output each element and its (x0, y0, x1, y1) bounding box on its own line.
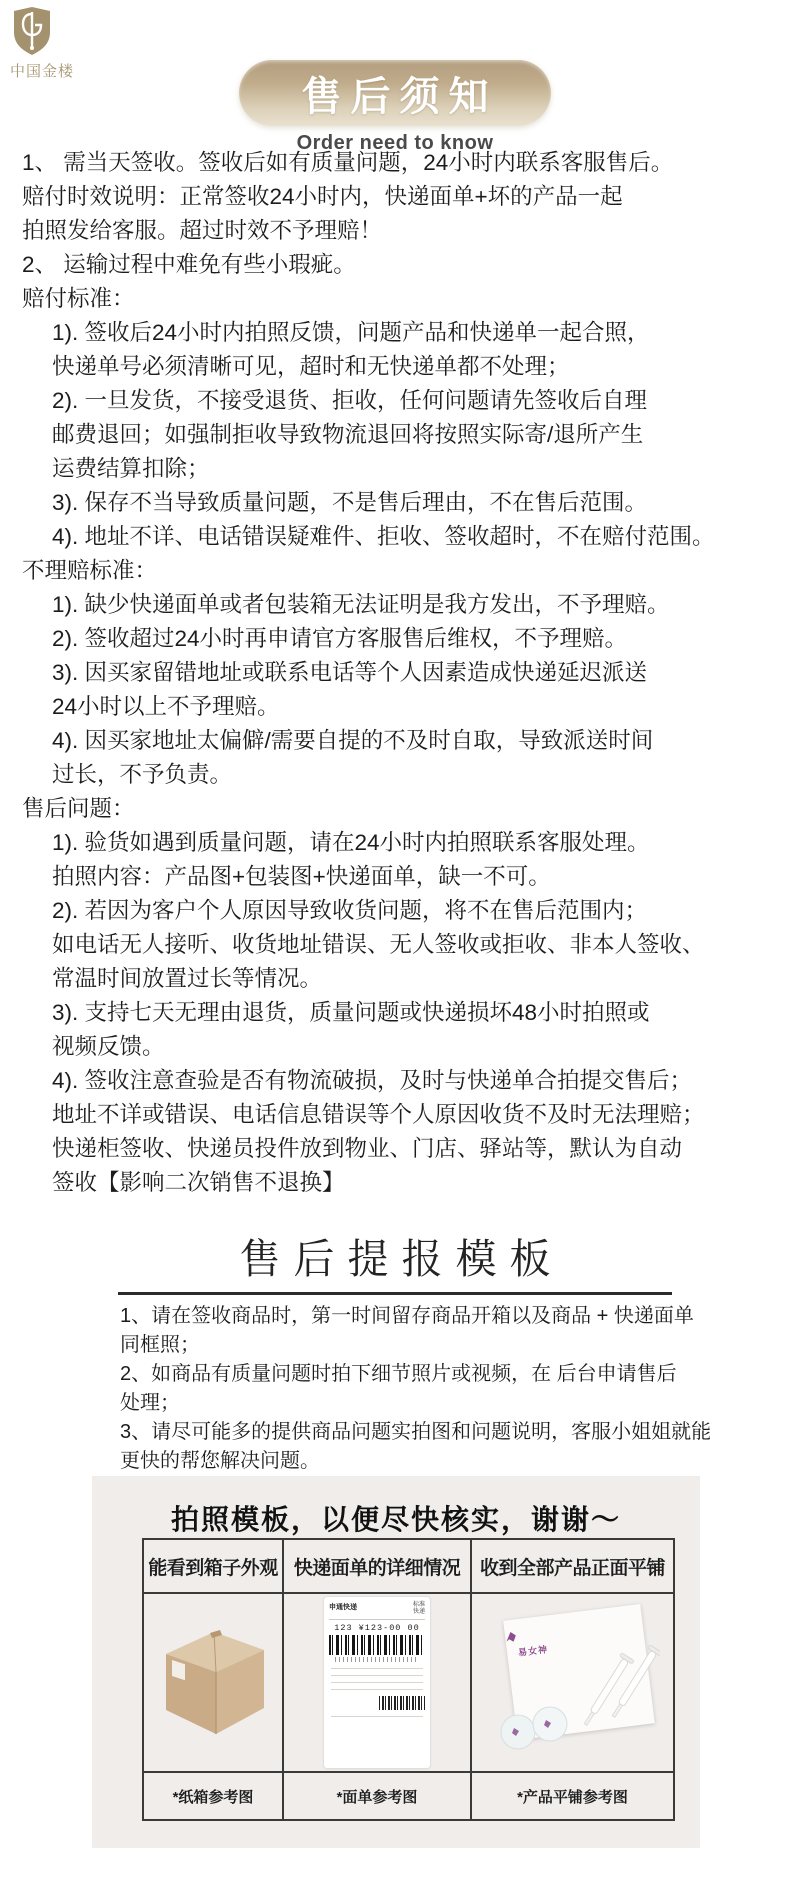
page-title: 售后须知 (301, 74, 498, 119)
notice-line: 不理赔标准： (22, 558, 158, 583)
notice-line: 常温时间放置过长等情况。 (52, 966, 323, 991)
waybill-rule (331, 1675, 423, 1676)
notice-line: 过长，不予负责。 (52, 762, 233, 787)
waybill-rule (331, 1689, 423, 1690)
product-logo-text: 易女神 (517, 1644, 549, 1658)
photo-template-panel (92, 1476, 700, 1848)
express-waybill-photo (283, 1593, 471, 1772)
caption-waybill: *面单参考图 (283, 1772, 471, 1820)
template-line: 处理； (120, 1392, 180, 1414)
notice-line: 如电话无人接听、收货地址错误、无人签收或拒收、非本人签收、 (52, 932, 705, 957)
cardboard-box-illustration (152, 1620, 274, 1740)
shield-monogram-icon (10, 6, 100, 56)
notice-line: 24小时以上不予理赔。 (52, 694, 280, 719)
template-line: 更快的帮您解决问题。 (120, 1450, 320, 1472)
caption-box: *纸箱参考图 (143, 1772, 283, 1820)
notice-line: 快递柜签收、快递员投件放到物业、门店、驿站等，默认为自动 (52, 1136, 683, 1161)
waybill-rule (331, 1668, 423, 1669)
template-line: 2、如商品有质量问题时拍下细节照片或视频，在 后台申请售后 (120, 1363, 677, 1385)
template-line: 同框照； (120, 1334, 200, 1356)
notice-line: 运费结算扣除； (52, 456, 210, 481)
table-header-row (143, 1539, 674, 1593)
notice-line: 地址不详或错误、电话信息错误等个人原因收货不及时无法理赔； (52, 1102, 705, 1127)
waybill-illustration (324, 1597, 430, 1768)
brand-logo (10, 6, 100, 81)
page-subtitle: Order need to know (296, 132, 494, 154)
notice-line: 2). 若因为客户个人原因导致收货问题，将不在售后范围内； (52, 898, 648, 923)
barcode (329, 1635, 425, 1655)
notice-line: 赔付时效说明：正常签收24小时内，快递面单+坏的产品一起 (22, 184, 623, 209)
waybill-service-1: 标准 (412, 1602, 425, 1608)
syringes-and-trays-illustration (484, 1606, 660, 1758)
flatlay-illustration (484, 1606, 660, 1758)
product-flatlay-photo (471, 1593, 674, 1772)
after-sales-notice (0, 146, 790, 1200)
notice-line: 售后问题： (22, 796, 135, 821)
template-section-title: 售后提报模板 (239, 1236, 564, 1282)
notice-line: 4). 因买家地址太偏僻/需要自提的不及时自取，导致派送时间 (52, 728, 654, 753)
waybill-rule (331, 1716, 423, 1717)
notice-line: 3). 支持七天无理由退货，质量问题或快递损坏48小时拍照或 (52, 1000, 650, 1025)
notice-line: 签收【影响二次销售不退换】 (52, 1170, 345, 1195)
waybill-service-2: 快递 (412, 1609, 425, 1615)
photo-reference-table (142, 1538, 675, 1821)
notice-line: 1). 签收后24小时内拍照反馈，问题产品和快递单一起合照， (52, 320, 650, 345)
column-header-product: 收到全部产品正面平铺 (471, 1539, 674, 1593)
notice-line: 2). 一旦发货，不接受退货、拒收，任何问题请先签收后自理 (52, 388, 648, 413)
notice-line: 1). 缺少快递面单或者包装箱无法证明是我方发出，不予理赔。 (52, 592, 670, 617)
template-line: 1、请在签收商品时，第一时间留存商品开箱以及商品 + 快递面单 (120, 1305, 694, 1327)
cardboard-box-photo (143, 1593, 283, 1772)
photo-panel-title: 拍照模板，以便尽快核实，谢谢～ (170, 1504, 621, 1535)
brand-name: 中国金楼 (10, 63, 75, 80)
notice-line: 2). 签收超过24小时再申请官方客服售后维权，不予理赔。 (52, 626, 628, 651)
notice-line: 1、 需当天签收。签收后如有质量问题，24小时内联系客服售后。 (22, 150, 674, 175)
template-line: 3、请尽可能多的提供商品问题实拍图和问题说明，客服小姐姐就能 (120, 1421, 712, 1443)
waybill-rule (331, 1682, 423, 1683)
notice-line: 3). 因买家留错地址或联系电话等个人因素造成快递延迟派送 (52, 660, 648, 685)
caption-product: *产品平铺参考图 (471, 1772, 674, 1820)
divider (118, 1292, 672, 1295)
notice-line: 赔付标准： (22, 286, 135, 311)
after-sales-banner (239, 60, 551, 126)
template-instructions (120, 1302, 712, 1476)
waybill-carrier: 申通快递 (329, 1604, 357, 1611)
notice-line: 4). 签收注意查验是否有物流破损，及时与快递单合拍提交售后； (52, 1068, 693, 1093)
notice-line: 视频反馈。 (52, 1034, 165, 1059)
bottom-whitespace (0, 1848, 790, 1884)
notice-line: 3). 保存不当导致质量问题，不是售后理由，不在售后范围。 (52, 490, 648, 515)
table-caption-row (143, 1772, 674, 1820)
notice-line: 拍照内容：产品图+包装图+快递面单，缺一不可。 (52, 864, 551, 889)
waybill-rule (329, 1619, 425, 1620)
notice-line: 邮费退回；如强制拒收导致物流退回将按照实际寄/退所产生 (52, 422, 644, 447)
notice-line: 1). 验货如遇到质量问题，请在24小时内拍照联系客服处理。 (52, 830, 650, 855)
notice-line: 拍照发给客服。超过时效不予理赔！ (22, 218, 383, 243)
barcode-digits (335, 1657, 419, 1662)
notice-line: 2、 运输过程中难免有些小瑕疵。 (22, 252, 356, 277)
column-header-box: 能看到箱子外观 (143, 1539, 283, 1593)
barcode-small (379, 1696, 425, 1710)
table-image-row (143, 1593, 674, 1772)
column-header-waybill: 快递面单的详细情况 (283, 1539, 471, 1593)
notice-line: 4). 地址不详、电话错误疑难件、拒收、签收超时，不在赔付范围。 (52, 524, 715, 549)
waybill-code: 123 ¥123-00 00 (334, 1623, 420, 1633)
notice-line: 快递单号必须清晰可见，超时和无快递单都不处理； (52, 354, 570, 379)
